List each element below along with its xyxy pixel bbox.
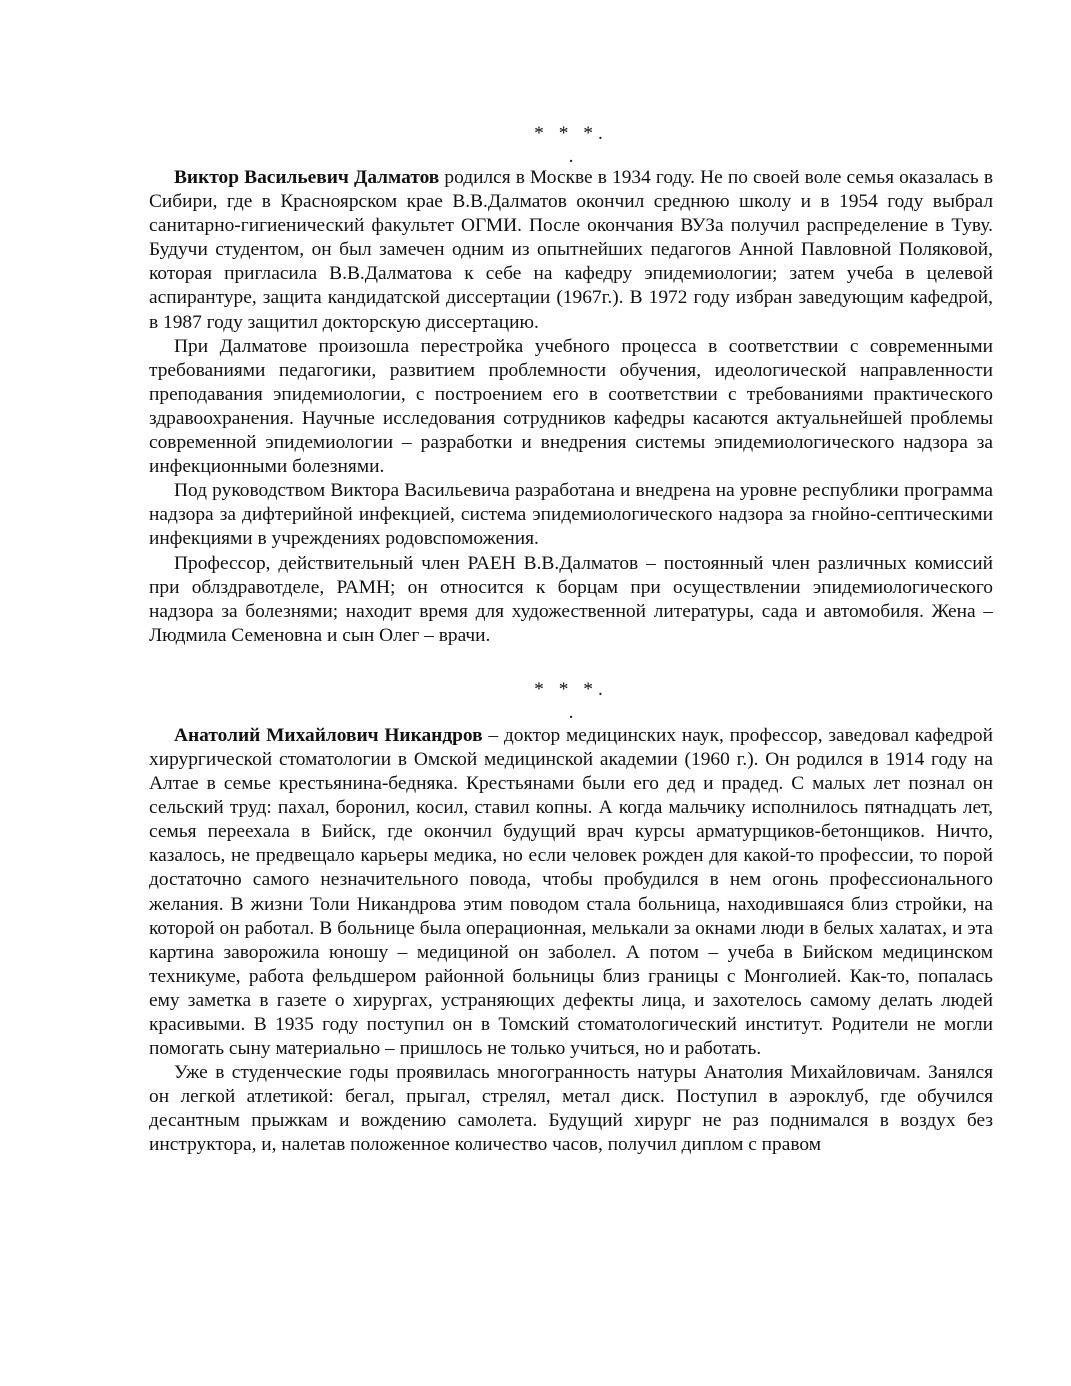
section-separator (149, 118, 993, 166)
paragraph-dalmatov-reform: При Далматове произошла перестройка учебного процесса в соответствии с современными требованиями педагогики, развитием проблемности обучения, идеологической направленности преподавания эпидемиологии, с построением его в соответствии с требованиями практического здравоохранения. Научные исследования сотрудников кафедры касаются актуальнейшей проблемы современной эпидемиологии – разработки и внедрения системы эпидемиологического надзора за инфекционными болезнями. (149, 335, 993, 478)
separator-stars: * * *. (534, 678, 608, 700)
separator-dot: . (568, 701, 574, 723)
person-name-nikandrov: Анатолий Михайлович Никандров (174, 724, 483, 746)
paragraph-dalmatov-program: Под руководством Виктора Васильевича разработана и внедрена на уровне республики программа надзора за дифтерийной инфекцией, система эпидемиологического надзора за гнойно-септическими инфекциями в учреждениях родовспоможения. (149, 480, 993, 550)
paragraph-nikandrov-student: Уже в студенческие годы проявилась многогранность натуры Анатолия Михайловичам. Занялся он легкой атлетикой: бегал, прыгал, стрелял, метал диск. Поступил в аэроклуб, где обучился десантным прыжкам и вождению самолета. Будущий хирург не раз поднимался в воздух без инструктора, и, налетав положенное количество часов, получил диплом с правом (149, 1062, 993, 1156)
paragraph-dalmatov-professor: Профессор, действительный член РАЕН В.В.Далматов – постоянный член различных комиссий при облздравотделе, РАМН; он относится к борцам при осуществлении эпидемиологического надзора за болезнями; находит время для художественной литературы, сада и автомобиля. Жена – Людмила Семеновна и сын Олег – врачи. (149, 552, 993, 646)
document-page (149, 118, 993, 1158)
separator-stars: * * *. (534, 123, 608, 144)
section-separator (149, 674, 993, 724)
separator-dot: . (568, 146, 574, 167)
paragraph-nikandrov-bio (149, 724, 993, 1061)
paragraph-text: родился в Москве в 1934 году. Не по своей воле семья оказалась в Сибири, где в Красноярском крае В.В.Далматов окончил среднюю школу и в 1954 году выбрал санитарно-гигиенический факультет ОГМИ. После окончания ВУЗа получил распределение в Туву. Будучи студентом, он был замечен одним из опытнейших педагогов Анной Павловной Поляковой, которая пригласила В.В.Далматова к себе на кафедру эпидемиологии; затем учеба в целевой аспирантуре, защита кандидатской диссертации (1967г.). В 1972 году избран заведующим кафедрой, в 1987 году защитил докторскую диссертацию. (149, 167, 993, 333)
person-name-dalmatov: Виктор Васильевич Далматов (174, 167, 440, 188)
paragraph-dalmatov-bio (149, 166, 993, 335)
paragraph-text: – доктор медицинских наук, профессор, заведовал кафедрой хирургической стоматологии в Омской медицинской академии (1960 г.). Он родился в 1914 году на Алтае в семье крестьянина-бедняка. Крестьянами были его дед и прадед. С малых лет познал он сельский труд: пахал, боронил, косил, ставил копны. А когда мальчику исполнилось пятнадцать лет, семья переехала в Бийск, где окончил будущий врач курсы арматурщиков-бетонщиков. Ничто, казалось, не предвещало карьеры медика, но если человек рожден для какой-то профессии, то порой достаточно самого незначительного повода, чтобы пробудился в нем огонь профессионального желания. В жизни Толи Никандрова этим поводом стала больница, находившаяся близ стройки, на которой он работал. В больнице была операционная, мелькали за окнами люди в белых халатах, и эта картина заворожила юношу – медициной он заболел. А потом – учеба в Бийском медицинском техникуме, работа фельдшером районной больницы близ границы с Монголией. Как-то, попалась ему заметка в газете о хирургах, устраняющих дефекты лица, и захотелось самому делать людей красивыми. В 1935 году поступил он в Томский стоматологический институт. Родители не могли помогать сыну материально – пришлось не только учиться, но и работать. (149, 724, 993, 1060)
